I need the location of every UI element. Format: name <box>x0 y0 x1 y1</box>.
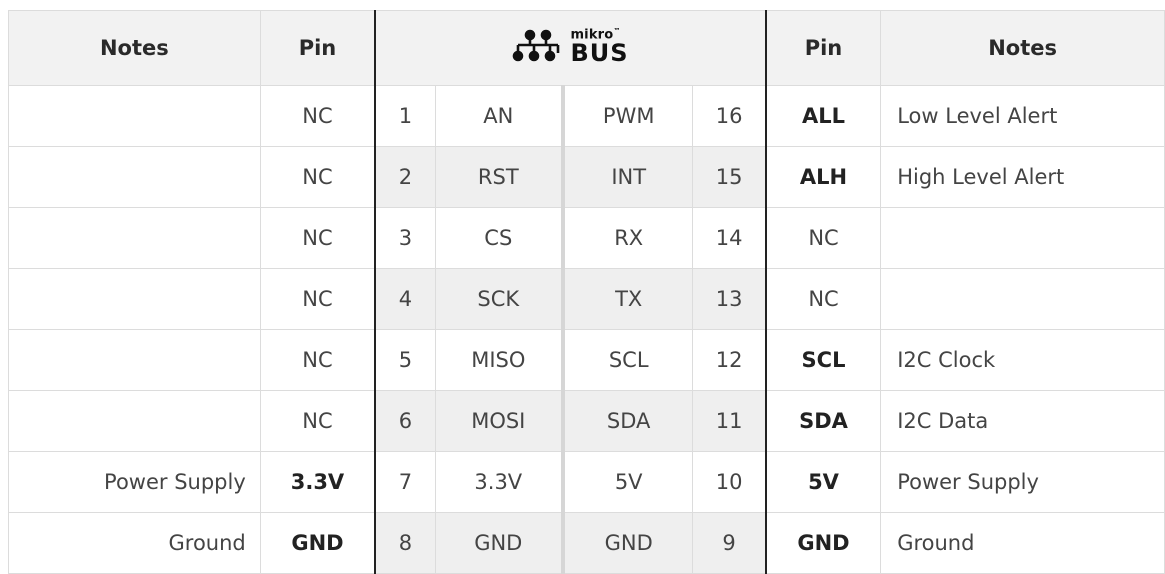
pin-name-right: RX <box>563 208 693 269</box>
pin-right-cell: SCL <box>766 330 881 391</box>
notes-right-cell: I2C Clock <box>881 330 1165 391</box>
header-pin-right: Pin <box>766 11 881 86</box>
pinout-table <box>8 10 1165 574</box>
pin-number-left: 8 <box>375 513 435 574</box>
notes-left-cell <box>9 208 261 269</box>
pin-name-left: RST <box>435 147 563 208</box>
pin-right-cell: 5V <box>766 452 881 513</box>
notes-right-cell: Ground <box>881 513 1165 574</box>
header-pin-left: Pin <box>260 11 375 86</box>
notes-right-cell: Low Level Alert <box>881 86 1165 147</box>
notes-right-cell: High Level Alert <box>881 147 1165 208</box>
pin-left-cell: NC <box>260 147 375 208</box>
pin-number-right: 16 <box>693 86 766 147</box>
pin-name-right: INT <box>563 147 693 208</box>
notes-left-cell <box>9 391 261 452</box>
pin-name-left: MOSI <box>435 391 563 452</box>
pin-right-cell: GND <box>766 513 881 574</box>
notes-right-cell: Power Supply <box>881 452 1165 513</box>
pin-name-left: GND <box>435 513 563 574</box>
table-row <box>9 86 1165 147</box>
header-row <box>9 11 1165 86</box>
pin-name-left: 3.3V <box>435 452 563 513</box>
pin-right-cell: NC <box>766 208 881 269</box>
logo-bus-text: BUS <box>570 39 629 67</box>
pin-name-right: 5V <box>563 452 693 513</box>
pin-number-left: 6 <box>375 391 435 452</box>
pin-right-cell: SDA <box>766 391 881 452</box>
pin-name-right: SDA <box>563 391 693 452</box>
table-row <box>9 513 1165 574</box>
logo-mikro-text: mikro™ <box>570 26 621 42</box>
notes-left-cell <box>9 269 261 330</box>
pin-number-left: 7 <box>375 452 435 513</box>
pin-number-right: 14 <box>693 208 766 269</box>
notes-left-cell <box>9 86 261 147</box>
pin-number-right: 13 <box>693 269 766 330</box>
pin-right-cell: ALL <box>766 86 881 147</box>
pin-name-right: PWM <box>563 86 693 147</box>
notes-left-cell <box>9 147 261 208</box>
header-notes-left: Notes <box>9 11 261 86</box>
pin-number-right: 9 <box>693 513 766 574</box>
notes-right-cell <box>881 269 1165 330</box>
pin-number-left: 5 <box>375 330 435 391</box>
pin-number-left: 4 <box>375 269 435 330</box>
notes-left-cell: Ground <box>9 513 261 574</box>
pin-name-left: MISO <box>435 330 563 391</box>
pin-right-cell: ALH <box>766 147 881 208</box>
pin-number-left: 2 <box>375 147 435 208</box>
pin-right-cell: NC <box>766 269 881 330</box>
notes-left-cell: Power Supply <box>9 452 261 513</box>
table-row <box>9 147 1165 208</box>
table-row <box>9 330 1165 391</box>
pin-number-right: 12 <box>693 330 766 391</box>
pin-left-cell: NC <box>260 269 375 330</box>
pin-left-cell: NC <box>260 86 375 147</box>
mikrobus-logo <box>375 11 766 86</box>
pin-name-right: TX <box>563 269 693 330</box>
pin-left-cell: NC <box>260 391 375 452</box>
pin-left-cell: NC <box>260 208 375 269</box>
table-row <box>9 208 1165 269</box>
pin-name-left: CS <box>435 208 563 269</box>
pin-number-left: 3 <box>375 208 435 269</box>
pin-number-right: 10 <box>693 452 766 513</box>
pin-number-right: 15 <box>693 147 766 208</box>
pin-number-left: 1 <box>375 86 435 147</box>
pin-number-right: 11 <box>693 391 766 452</box>
notes-right-cell: I2C Data <box>881 391 1165 452</box>
table-row <box>9 452 1165 513</box>
pin-name-right: SCL <box>563 330 693 391</box>
pin-name-left: SCK <box>435 269 563 330</box>
pin-name-right: GND <box>563 513 693 574</box>
header-notes-right: Notes <box>881 11 1165 86</box>
pin-left-cell: 3.3V <box>260 452 375 513</box>
pin-name-left: AN <box>435 86 563 147</box>
notes-left-cell <box>9 330 261 391</box>
pin-left-cell: NC <box>260 330 375 391</box>
notes-right-cell <box>881 208 1165 269</box>
table-row <box>9 269 1165 330</box>
pin-left-cell: GND <box>260 513 375 574</box>
table-row <box>9 391 1165 452</box>
mikrobus-pins-icon <box>512 29 564 63</box>
